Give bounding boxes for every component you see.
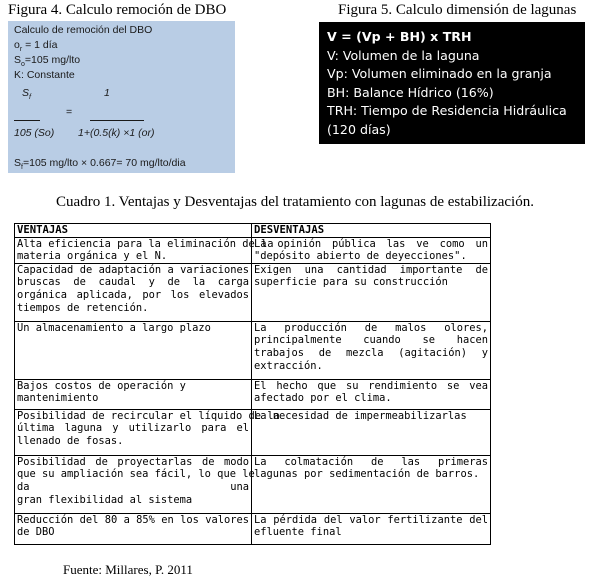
cell-line: La opinión pública las ve como un: [254, 237, 488, 250]
cell-line: efluente final: [254, 526, 342, 539]
table-header-row: [15, 224, 491, 238]
lagoon-line-volume: V: Volumen de la laguna: [327, 47, 480, 63]
cell-line: El hecho que su rendimiento se vea: [254, 379, 488, 392]
cell-line: da una: [17, 480, 249, 493]
one-numerator: 1: [104, 87, 110, 99]
cell-line: extracción.: [254, 359, 323, 372]
cell-line: Posibilidad de proyectarlas de modo: [17, 455, 249, 468]
cell-line: Un almacenamiento a largo plazo: [17, 321, 211, 334]
denominator-left: 105 (So): [14, 127, 55, 139]
so-line: [14, 54, 80, 68]
so-subscript: o: [21, 61, 25, 69]
retention-subscript: r: [19, 46, 23, 54]
so-symbol: S: [14, 54, 22, 66]
table-caption: Cuadro 1. Ventajas y Desventajas del tratamiento con lagunas de estabilización.: [56, 194, 534, 210]
table-row: [15, 513, 491, 544]
cell-line: trabajos de mezcla (agitación) y: [254, 346, 488, 359]
table-row: [15, 409, 491, 455]
constant-line: K: Constante: [14, 69, 75, 81]
lagoon-line-bh: BH: Balance Hídrico (16%): [327, 84, 494, 100]
sf-result-subscript: f: [21, 164, 23, 172]
sf-result-value: =105 mg/lto × 0.667= 70 mg/lto/dia: [22, 157, 186, 169]
advantage-cell: [15, 409, 280, 455]
cell-line: materia orgánica y el N.: [17, 250, 168, 263]
cell-line: Reducción del 80 a 85% en los valores: [17, 513, 249, 526]
advantages-table: [14, 223, 491, 545]
table-row: [15, 237, 491, 263]
sf-result-symbol: S: [14, 157, 22, 169]
figure-5-lagoon-dimension: [319, 22, 585, 144]
figure-4-dbo-calculation: [8, 21, 235, 173]
disadvantage-cell: [252, 321, 491, 379]
cell-line: Exigen una cantidad importante de: [254, 263, 488, 276]
cell-line: principalmente cuando se hacen: [254, 334, 488, 347]
advantage-cell: [15, 263, 252, 321]
cell-line: Posibilidad de recircular el líquido de la: [17, 409, 280, 422]
lagoon-line-trh: TRH: Tiempo de Residencia Hidráulica: [327, 103, 567, 119]
cell-line: que su ampliación sea fácil, lo que le: [17, 468, 255, 481]
advantage-cell: [15, 513, 252, 544]
fraction-bar-right: [90, 120, 144, 121]
sf-numerator: [22, 87, 31, 101]
cell-line: de DBO: [17, 526, 55, 539]
disadvantage-cell: [252, 237, 491, 263]
denominator-right: 1+(0.5(k) ×1 (or): [78, 127, 155, 139]
cell-line: superficie para su construcción: [254, 276, 448, 289]
cell-line: La producción de malos olores,: [254, 321, 488, 334]
header-ventajas: VENTAJAS: [15, 224, 252, 238]
fraction-bar-left: [14, 120, 40, 121]
cell-line: Alta eficiencia para la eliminación de la: [17, 237, 274, 250]
so-value: =105 mg/lto: [24, 54, 81, 66]
retention-line: [14, 39, 58, 53]
lagoon-formula: V = (Vp + BH) x TRH: [327, 29, 472, 44]
cell-line: bruscas de caudal y de la carga: [17, 276, 249, 289]
table-row: [15, 455, 491, 513]
cell-line: Capacidad de adaptación a variaciones: [17, 263, 249, 276]
cell-line: La pérdida del valor fertilizante del: [254, 513, 488, 526]
advantage-cell: [15, 455, 255, 513]
table-row: [15, 263, 491, 321]
disadvantage-cell: [252, 455, 491, 513]
dbo-title: Calculo de remoción del DBO: [14, 24, 153, 36]
cell-line: La colmatación de las primeras: [254, 455, 488, 468]
cell-line: "depósito abierto de deyecciones".: [254, 250, 467, 263]
table-row: [15, 321, 491, 379]
retention-value: = 1 día: [22, 39, 58, 51]
figure-4-caption: Figura 4. Calculo remoción de DBO: [8, 2, 227, 18]
disadvantage-cell: [252, 379, 491, 409]
table-row: [15, 379, 491, 409]
table-body: [15, 237, 491, 544]
advantage-cell: [15, 321, 252, 379]
lagoon-line-days: (120 días): [327, 121, 391, 137]
cell-line: tiempos de retención.: [17, 301, 149, 314]
figure-5-caption: Figura 5. Calculo dimensión de lagunas: [338, 2, 577, 18]
cell-line: gran flexibilidad al sistema: [17, 493, 193, 506]
header-desventajas: DESVENTAJAS: [252, 224, 491, 238]
disadvantage-cell: [252, 513, 491, 544]
disadvantage-cell: [252, 263, 491, 321]
cell-line: última laguna y utilizarlo para el: [17, 422, 249, 435]
cell-line: llenado de fosas.: [17, 434, 124, 447]
cell-line: lagunas por sedimentación de barros.: [254, 468, 480, 481]
lagoon-line-vp: Vp: Volumen eliminado en la granja: [327, 66, 552, 82]
sf-symbol: S: [22, 87, 30, 99]
cell-line: orgánica aplicada, por los elevados: [17, 288, 249, 301]
advantage-cell: [15, 379, 252, 409]
equals-sign: =: [66, 106, 73, 118]
sf-subscript: f: [29, 94, 31, 102]
cell-line: afectado por el clima.: [254, 392, 392, 405]
source-note: Fuente: Millares, P. 2011: [63, 562, 193, 577]
retention-symbol: o: [14, 39, 20, 51]
sf-result-line: [14, 157, 186, 171]
cell-line: La necesidad de impermeabilizarlas: [254, 409, 467, 422]
cell-line: mantenimiento: [17, 392, 99, 405]
cell-line: Bajos costos de operación y: [17, 379, 186, 392]
disadvantage-cell: [252, 409, 491, 455]
advantage-cell: [15, 237, 274, 263]
